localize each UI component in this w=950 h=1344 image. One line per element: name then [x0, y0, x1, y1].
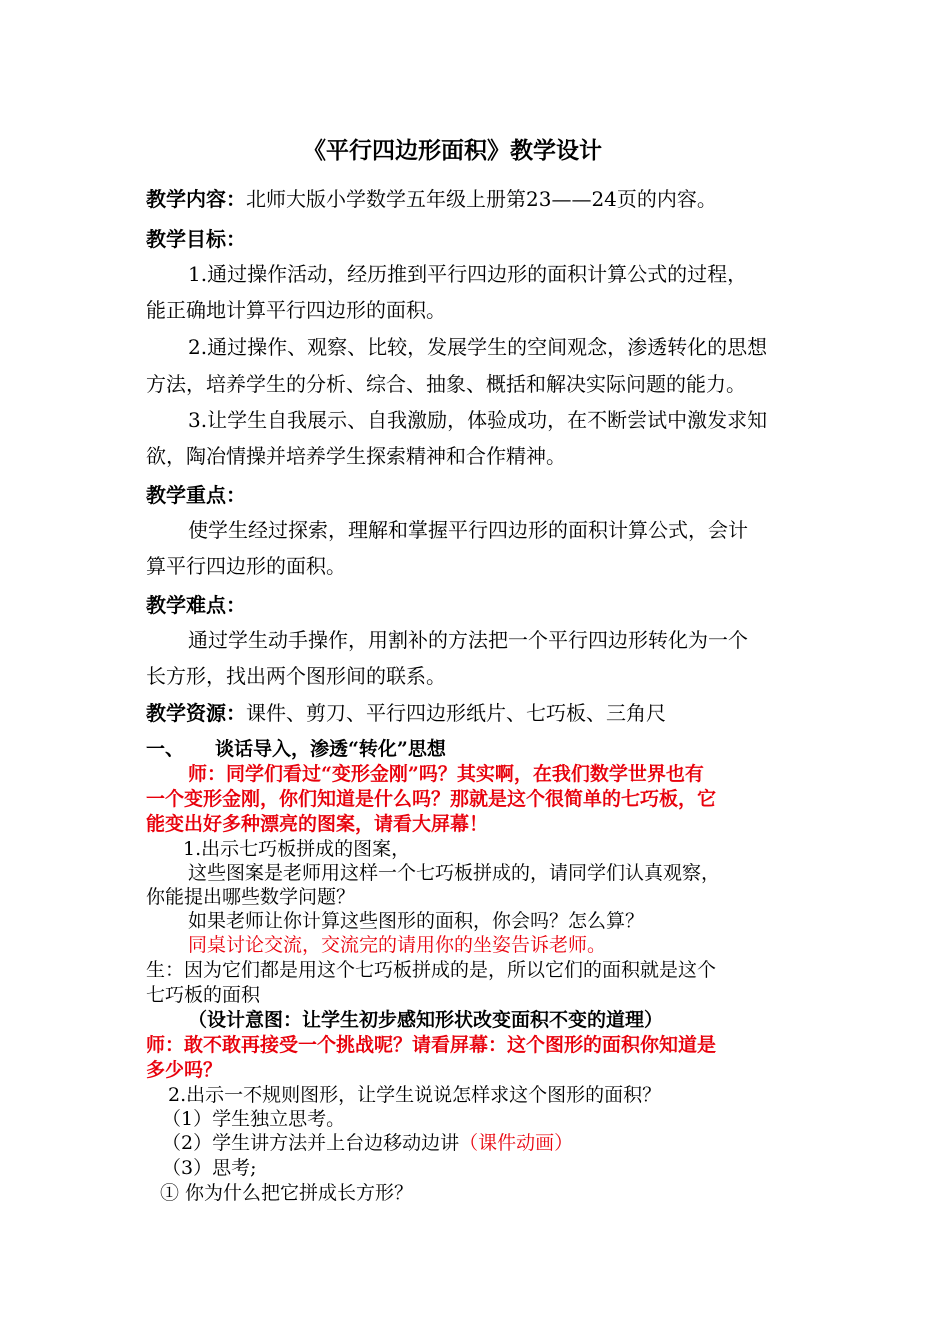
resources-label: 教学资源：: [146, 701, 246, 725]
step-7: （1）学生独立思考。: [162, 1108, 346, 1130]
student-line-1: 生：因为它们都是用这个七巧板拼成的是，所以它们的面积就是这个: [146, 959, 717, 981]
teacher-line-3: 能变出好多种漂亮的图案，请看大屏幕！: [146, 813, 489, 835]
student-line-2: 七巧板的面积: [146, 984, 261, 1006]
step-1: 1.出示七巧板拼成的图案，: [183, 838, 411, 860]
goals-label: 教学目标：: [146, 227, 246, 251]
teacher-line-4: 师：敢不敢再接受一个挑战呢？请看屏幕：这个图形的面积你知道是: [146, 1034, 717, 1056]
step-8-text: （2）学生讲方法并上台边移动边讲: [162, 1132, 460, 1154]
goal-2-line-1: 2.通过操作、观察、比较，发展学生的空间观念，渗透转化的思想: [188, 335, 768, 359]
difficulty-line-1: 通过学生动手操作，用割补的方法把一个平行四边形转化为一个: [188, 628, 748, 652]
section-1-heading: 谈话导入，渗透“转化”思想: [215, 738, 446, 760]
step-9: （3）思考;: [162, 1157, 257, 1179]
goal-2-line-2: 方法，培养学生的分析、综合、抽象、概括和解决实际问题的能力。: [146, 372, 746, 396]
content-line: [146, 189, 717, 209]
goal-1-line-2: 能正确地计算平行四边形的面积。: [146, 298, 446, 322]
teacher-line-5: 多少吗？: [146, 1059, 223, 1081]
goal-1-line-1: 1.通过操作活动，经历推到平行四边形的面积计算公式的过程，: [188, 262, 748, 286]
step-10: ① 你为什么把它拼成长方形？: [160, 1182, 414, 1204]
teacher-line-2: 一个变形金刚，你们知道是什么吗？那就是这个很简单的七巧板，它: [146, 788, 717, 810]
page-title: 《平行四边形面积》教学设计: [303, 137, 602, 164]
content-text: 北师大版小学数学五年级上册第23——24页的内容。: [246, 187, 717, 211]
goal-3-line-2: 欲，陶冶情操并培养学生探索精神和合作精神。: [146, 444, 566, 468]
design-intent: （设计意图：让学生初步感知形状改变面积不变的道理）: [188, 1009, 664, 1031]
content-label: 教学内容：: [146, 187, 246, 211]
step-8-animation-note: （课件动画）: [459, 1132, 574, 1154]
resources-line: [146, 703, 666, 723]
step-2-line-1: 这些图案是老师用这样一个七巧板拼成的，请同学们认真观察，: [188, 862, 721, 884]
difficulty-line-2: 长方形，找出两个图形间的联系。: [146, 664, 446, 688]
key-line-1: 使学生经过探索，理解和掌握平行四边形的面积计算公式，会计: [188, 518, 748, 542]
step-4: 同桌讨论交流，交流完的请用你的坐姿告诉老师。: [188, 934, 607, 956]
resources-text: 课件、剪刀、平行四边形纸片、七巧板、三角尺: [246, 701, 666, 725]
teacher-line-1: 师：同学们看过“变形金刚”吗？其实啊，在我们数学世界也有: [188, 763, 704, 785]
difficulty-label: 教学难点：: [146, 593, 246, 617]
step-8: [162, 1134, 573, 1153]
step-6: 2.出示一不规则图形，让学生说说怎样求这个图形的面积？: [168, 1084, 662, 1106]
step-3: 如果老师让你计算这些图形的面积，你会吗？怎么算？: [188, 910, 645, 932]
goal-3-line-1: 3.让学生自我展示、自我激励，体验成功，在不断尝试中激发求知: [188, 408, 768, 432]
key-line-2: 算平行四边形的面积。: [146, 554, 346, 578]
section-1-number: 一、: [146, 738, 185, 760]
key-label: 教学重点：: [146, 483, 246, 507]
step-2-line-2: 你能提出哪些数学问题？: [146, 886, 356, 908]
